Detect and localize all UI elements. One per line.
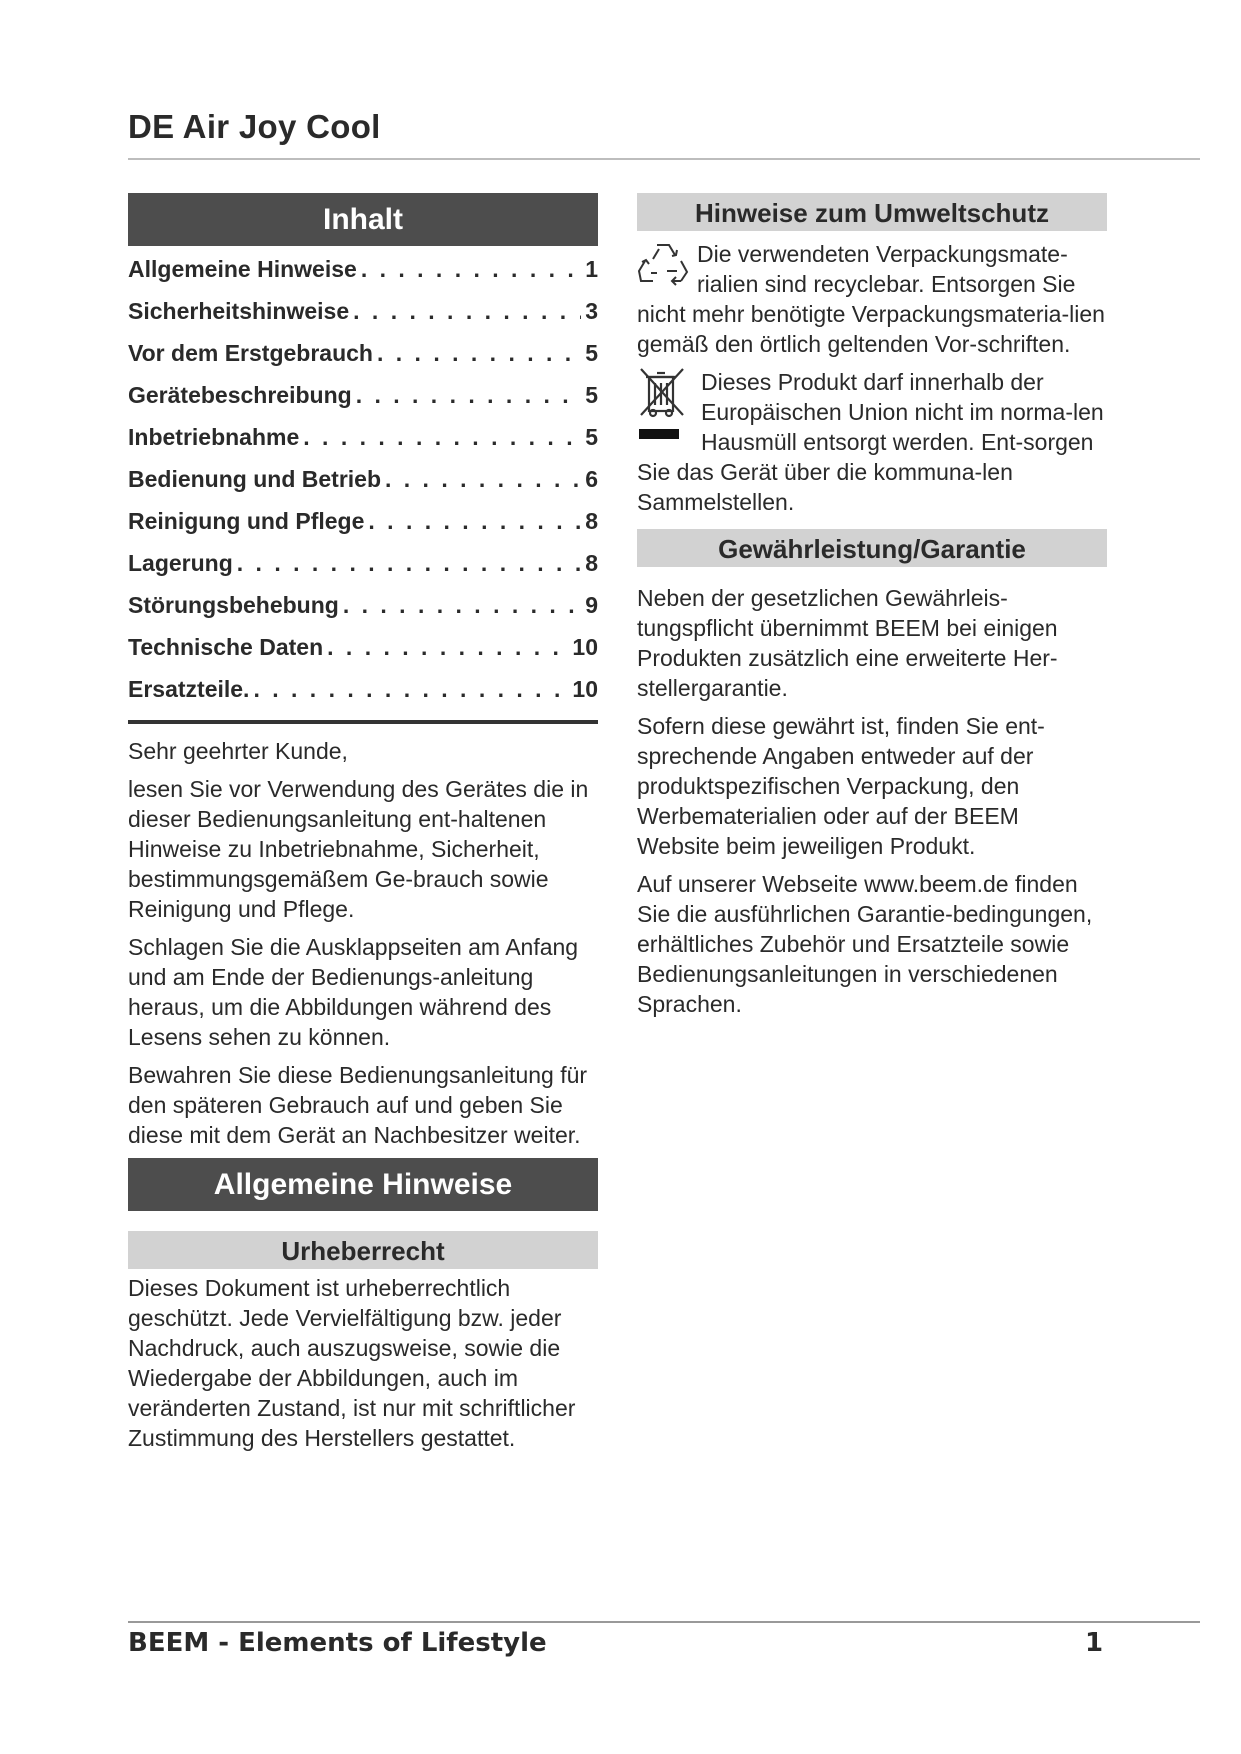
warranty-paragraph: Auf unserer Webseite www.beem.de finden Sie die ausführlichen Garantie-bedingungen, erhältliches Zubehör und Ersatzteile sowie Bedienungsanleitungen in verschiedenen Sprachen.: [637, 871, 1093, 1017]
toc-item[interactable]: [128, 508, 598, 550]
toc-item-label: Gerätebeschreibung: [128, 382, 352, 408]
toc-item-page: 5: [585, 424, 598, 450]
toc-item-page: 1: [585, 256, 598, 282]
crossed-bin-icon: [637, 367, 687, 450]
toc-item[interactable]: [128, 676, 598, 718]
document-header-title: DE Air Joy Cool: [128, 108, 381, 145]
toc-item-label: Ersatzteile.: [128, 676, 250, 702]
recycle-block: [637, 239, 1107, 359]
warranty-section: [637, 583, 1107, 1019]
weee-text: Dieses Produkt darf innerhalb der Europäischen Union nicht im norma-len Hausmüll entsorgt werden. Ent-sorgen Sie das Gerät über die kommuna-len Sammelstellen.: [637, 369, 1104, 515]
right-column: [637, 193, 1107, 1027]
toc-item-label: Technische Daten: [128, 634, 324, 660]
intro-paragraph: lesen Sie vor Verwendung des Gerätes die in dieser Bedienungsanleitung ent-haltenen Hinweise zu Inbetriebnahme, Sicherheit, bestimmungsgemäßem Ge-brauch sowie Reinigung und Pflege.: [128, 776, 589, 922]
toc-item-label: Bedienung und Betrieb: [128, 466, 381, 492]
toc-item[interactable]: [128, 298, 598, 340]
toc-item-label: Vor dem Erstgebrauch: [128, 340, 373, 366]
section-heading-general: Allgemeine Hinweise: [128, 1158, 598, 1211]
page-number: 1: [1085, 1628, 1104, 1658]
toc-item-page: 8: [585, 550, 598, 576]
warranty-paragraph: Neben der gesetzlichen Gewährleis-tungspflicht übernimmt BEEM bei einigen Produkten zusätzlich eine erweiterte Her-stellergarantie.: [637, 585, 1058, 701]
toc-item-page: 6: [585, 466, 598, 492]
intro-paragraph: Bewahren Sie diese Bedienungsanleitung für den späteren Gebrauch auf und geben Sie diese mit dem Gerät an Nachbesitzer weiter.: [128, 1062, 588, 1148]
weee-block: [637, 367, 1107, 517]
toc-item[interactable]: [128, 256, 598, 298]
toc-item-label: Sicherheitshinweise: [128, 298, 350, 324]
toc-item-page: 10: [572, 676, 598, 702]
toc-divider: [128, 720, 598, 724]
recycle-icon: [637, 239, 689, 292]
toc-item-page: 5: [585, 382, 598, 408]
toc-item-label: Allgemeine Hinweise: [128, 256, 357, 282]
left-column: [128, 193, 598, 1461]
subsection-heading-copyright: Urheberrecht: [128, 1231, 598, 1269]
toc-item[interactable]: [128, 382, 598, 424]
intro-section: [128, 736, 598, 1150]
copyright-text: Dieses Dokument ist urheberrechtlich geschützt. Jede Vervielfältigung bzw. jeder Nachdruck, auch auszugsweise, sowie die Wiedergabe der Abbildungen, auch im veränderten Zustand, ist nur mit schriftlicher Zustimmung des Herstellers gestattet.: [128, 1275, 576, 1451]
footer-brand: BEEM - Elements of Lifestyle: [128, 1628, 547, 1658]
footer-divider: [128, 1621, 1200, 1623]
toc-item[interactable]: [128, 340, 598, 382]
toc-item-page: 3: [585, 298, 598, 324]
toc-heading: Inhalt: [128, 193, 598, 246]
warranty-paragraph: Sofern diese gewährt ist, finden Sie ent-sprechende Angaben entweder auf der produktspezifischen Verpackung, den Werbematerialien oder auf der BEEM Website beim jeweiligen Produkt.: [637, 713, 1045, 859]
header-divider: [128, 158, 1200, 160]
toc-item[interactable]: [128, 634, 598, 676]
table-of-contents: [128, 256, 598, 718]
toc-item-page: 10: [572, 634, 598, 660]
toc-item-page: 5: [585, 340, 598, 366]
section-heading-environment: Hinweise zum Umweltschutz: [637, 193, 1107, 231]
toc-item-label: Inbetriebnahme: [128, 424, 300, 450]
section-heading-warranty: Gewährleistung/Garantie: [637, 529, 1107, 567]
toc-item[interactable]: [128, 466, 598, 508]
toc-item-label: Reinigung und Pflege: [128, 508, 365, 534]
toc-item-label: Lagerung: [128, 550, 233, 576]
toc-item[interactable]: [128, 424, 598, 466]
toc-item-page: 8: [585, 508, 598, 534]
intro-greeting: Sehr geehrter Kunde,: [128, 738, 348, 764]
recycle-text: Die verwendeten Verpackungsmate-rialien sind recyclebar. Entsorgen Sie nicht mehr benötigte Verpackungsmateria-lien gemäß den örtlich geltenden Vor-schriften.: [637, 241, 1105, 357]
intro-paragraph: Schlagen Sie die Ausklappseiten am Anfang und am Ende der Bedienungs-anleitung heraus, um die Abbildungen während des Lesens sehen zu können.: [128, 934, 579, 1050]
toc-item-page: 9: [585, 592, 598, 618]
toc-item[interactable]: [128, 592, 598, 634]
toc-item[interactable]: [128, 550, 598, 592]
toc-item-label: Störungsbehebung: [128, 592, 339, 618]
